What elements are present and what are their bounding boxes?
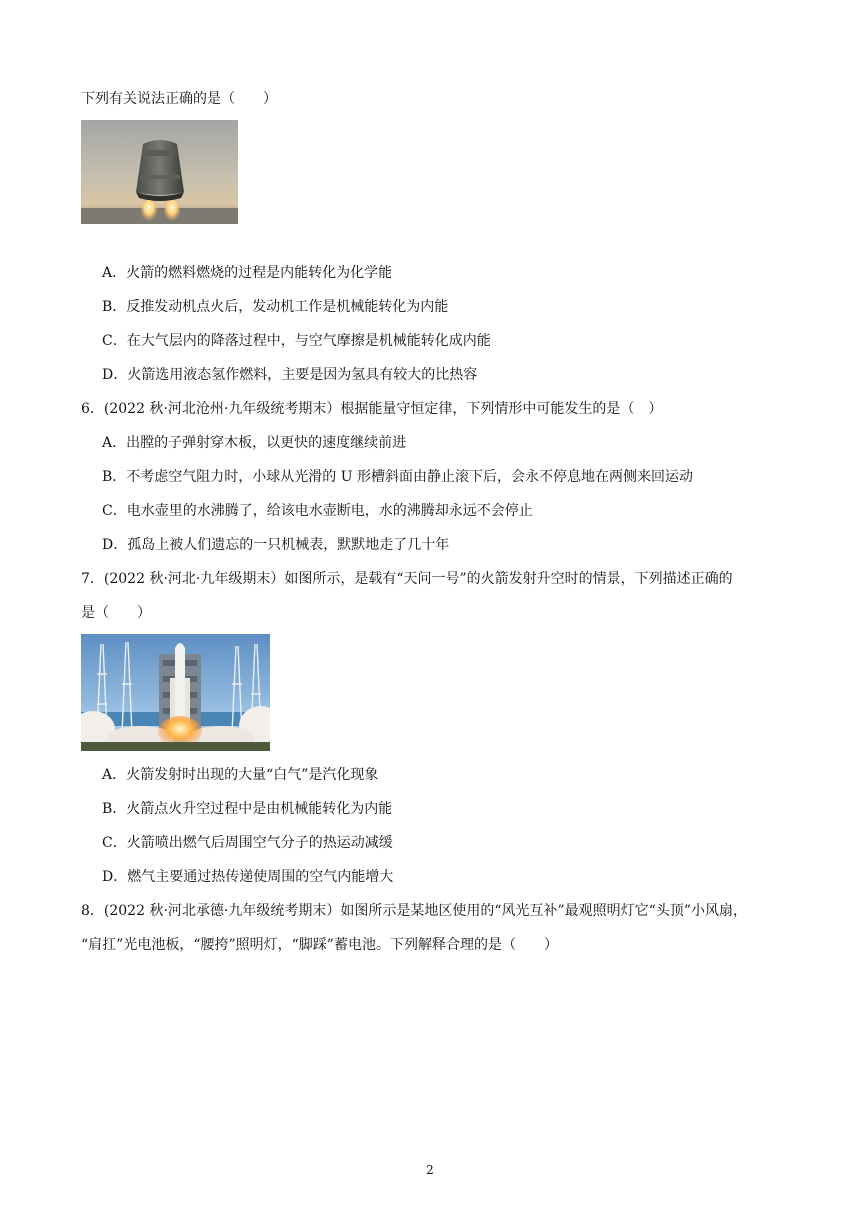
q6-option-c: C．电水壶里的水沸腾了，给该电水壶断电，水的沸腾却永远不会停止 — [102, 503, 533, 519]
reentry-capsule-image — [81, 120, 238, 224]
q7-stem-line-2: 是（ ） — [81, 605, 151, 621]
q7-option-b: B．火箭点火升空过程中是由机械能转化为内能 — [102, 801, 393, 817]
q6-option-a: A．出膛的子弹射穿木板，以更快的速度继续前进 — [102, 435, 407, 451]
question-5-stem-end: 下列有关说法正确的是（ ） — [81, 91, 277, 107]
q5-option-d: D．火箭选用液态氢作燃料，主要是因为氢具有较大的比热容 — [102, 367, 478, 383]
q7-option-c: C．火箭喷出燃气后周围空气分子的热运动减缓 — [102, 835, 393, 851]
q7-option-a: A．火箭发射时出现的大量“白气”是汽化现象 — [102, 767, 379, 783]
q6-option-b: B．不考虑空气阻力时，小球从光滑的 U 形槽斜面由静止滚下后，会永不停息地在两侧来回运动 — [102, 469, 693, 485]
q8-stem-line-2: “肩扛”光电池板，“腰挎”照明灯，“脚踩”蓄电池。下列解释合理的是（ ） — [81, 937, 558, 953]
page-number: 2 — [426, 1163, 434, 1177]
q7-stem-line-1: 7．(2022 秋·河北·九年级期末）如图所示，是载有“天问一号”的火箭发射升空时的情景，下列描述正确的 — [81, 571, 733, 587]
q7-option-d: D．燃气主要通过热传递使周围的空气内能增大 — [102, 869, 394, 885]
rocket-launch-image — [81, 634, 270, 751]
q6-option-d: D．孤岛上被人们遗忘的一只机械表，默默地走了几十年 — [102, 537, 450, 553]
q6-stem: 6．(2022 秋·河北沧州·九年级统考期末）根据能量守恒定律，下列情形中可能发生的是（ ） — [81, 401, 663, 417]
q5-option-c: C．在大气层内的降落过程中，与空气摩擦是机械能转化成内能 — [102, 333, 491, 349]
q5-option-a: A．火箭的燃料燃烧的过程是内能转化为化学能 — [102, 265, 393, 281]
q5-option-b: B．反推发动机点火后，发动机工作是机械能转化为内能 — [102, 299, 449, 315]
q8-stem-line-1: 8．(2022 秋·河北承德·九年级统考期末）如图所示是某地区使用的“风光互补”最观照明灯它“头顶”小风扇， — [81, 903, 747, 919]
